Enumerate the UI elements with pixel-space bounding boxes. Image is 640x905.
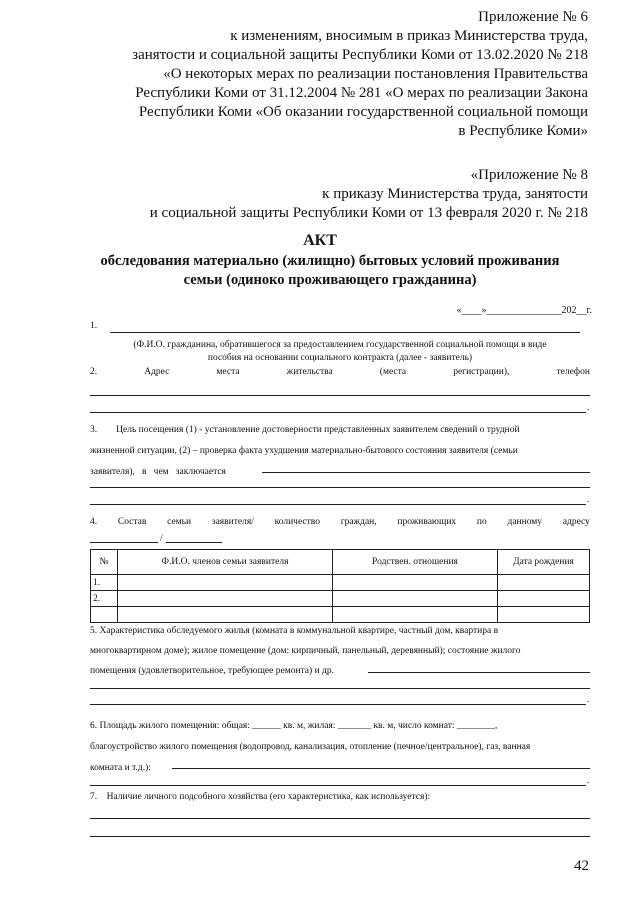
household-field-2[interactable] bbox=[90, 836, 590, 837]
word: телефон bbox=[556, 367, 590, 377]
housing-field-3[interactable] bbox=[90, 704, 586, 705]
col-birthdate: Дата рождения bbox=[498, 550, 590, 575]
word: Состав bbox=[117, 517, 147, 527]
appendix-title: Приложение № 6 bbox=[478, 9, 588, 25]
housing-field-2[interactable] bbox=[90, 688, 590, 689]
appendix-line: Республики Коми «Об оказании государственной социальной помощи bbox=[138, 104, 588, 120]
housing-field[interactable] bbox=[368, 672, 590, 673]
col-fio: Ф.И.О. членов семьи заявителя bbox=[118, 550, 333, 575]
text-line: заявителя), в чем заключается bbox=[90, 467, 226, 477]
section-6-text bbox=[90, 716, 590, 779]
word: жительства bbox=[286, 367, 333, 377]
section-1-number: 1. bbox=[90, 321, 98, 331]
act-title: АКТ bbox=[303, 232, 337, 249]
appendix-line: «О некоторых мерах по реализации постановления Правительства bbox=[163, 66, 588, 82]
word: регистрации), bbox=[453, 367, 510, 377]
fio-caption-line: (Ф.И.О. гражданина, обратившегося за предоставлением государственной социальной помощи в виде bbox=[133, 340, 547, 350]
text-line: 6. Площадь жилого помещения: общая: ______ кв. м, жилая: _______ кв. м, число комнат: ________, bbox=[90, 721, 498, 731]
order-header bbox=[28, 166, 588, 223]
section-4-heading bbox=[90, 516, 590, 529]
table-row[interactable] bbox=[91, 575, 590, 591]
section-7-text: 7. Наличие личного подсобного хозяйства (его характеристика, как используется): bbox=[90, 792, 431, 802]
appendix-line: в Республике Коми» bbox=[458, 123, 588, 139]
amenities-field-2[interactable] bbox=[90, 785, 586, 786]
period-mark: . bbox=[587, 495, 590, 505]
row-number: 2. bbox=[91, 591, 118, 607]
row-number: 1. bbox=[91, 575, 118, 591]
section-2-heading bbox=[90, 366, 590, 379]
col-relation: Родствен. отношения bbox=[333, 550, 498, 575]
text-line: комната и т.д.): bbox=[90, 763, 151, 773]
text-line: благоустройство жилого помещения (водопровод, канализация, отопление (печное/центральное), газ, ванная bbox=[90, 742, 531, 752]
page-number: 42 bbox=[574, 858, 589, 874]
appendix-line: Республики Коми от 31.12.2004 № 281 «О мерах по реализации Закона bbox=[135, 85, 588, 101]
period-mark: . bbox=[587, 695, 590, 705]
text-line: помещения (удовлетворительное, требующее ремонта) и др. bbox=[90, 666, 334, 676]
word: Адрес bbox=[144, 367, 170, 377]
appendix-line: занятости и социальной защиты Республики Коми от 13.02.2020 № 218 bbox=[132, 47, 588, 63]
col-number: № bbox=[91, 550, 118, 575]
word: 2. bbox=[90, 367, 98, 377]
act-subtitle-line: обследования материально (жилищно) бытовых условий проживания bbox=[100, 253, 560, 269]
purpose-field-3[interactable] bbox=[90, 504, 586, 505]
word: граждан, bbox=[340, 517, 377, 527]
table-row[interactable] bbox=[91, 591, 590, 607]
act-subtitle bbox=[60, 252, 600, 290]
word: проживающих bbox=[397, 517, 457, 527]
date-line: «____»_______________202__г. bbox=[456, 305, 592, 316]
appendix-line: к изменениям, вносимым в приказ Министерства труда, bbox=[230, 28, 588, 44]
cell[interactable] bbox=[333, 591, 498, 607]
purpose-field[interactable] bbox=[262, 472, 590, 473]
order-appendix-title: «Приложение № 8 bbox=[470, 167, 588, 183]
order-line: и социальной защиты Республики Коми от 13 февраля 2020 г. № 218 bbox=[149, 205, 588, 221]
household-field[interactable] bbox=[90, 818, 590, 819]
period-mark: . bbox=[587, 403, 590, 413]
act-subtitle-line: семьи (одиноко проживающего гражданина) bbox=[183, 272, 477, 288]
address-field[interactable] bbox=[90, 395, 590, 396]
text-line: многоквартирном доме); жилое помещение (дом: кирпичный, панельный, деревянный); состояние жилого bbox=[90, 646, 521, 656]
fio-caption bbox=[90, 339, 590, 365]
word: 4. bbox=[90, 517, 98, 527]
word: места bbox=[216, 367, 240, 377]
word: количество bbox=[274, 517, 320, 527]
purpose-field-2[interactable] bbox=[90, 487, 590, 488]
word: адресу bbox=[562, 517, 590, 527]
text-line: жизненной ситуации, (2) – проверка факта ухудшения материально-бытового состояния заявителя (семьи bbox=[90, 446, 518, 456]
text-line: 5. Характеристика обследуемого жилья (комната в коммунальной квартире, частный дом, квартира в bbox=[90, 626, 499, 636]
fio-field[interactable] bbox=[110, 332, 580, 333]
order-line: к приказу Министерства труда, занятости bbox=[322, 186, 588, 202]
period-mark: . bbox=[587, 776, 590, 786]
text-line: 3. Цель посещения (1) - установление достоверности представленных заявителем сведений о трудной bbox=[90, 425, 520, 435]
residents-count-field[interactable] bbox=[166, 542, 222, 543]
word: по bbox=[476, 517, 487, 527]
word: заявителя/ bbox=[211, 517, 254, 527]
word: (места bbox=[379, 367, 407, 377]
phone-field[interactable] bbox=[90, 412, 586, 413]
family-table bbox=[90, 549, 590, 623]
cell[interactable] bbox=[118, 575, 333, 591]
table-header-row bbox=[91, 550, 590, 575]
section-3-text bbox=[90, 420, 590, 483]
cell[interactable] bbox=[118, 591, 333, 607]
word: данному bbox=[507, 517, 543, 527]
cell[interactable] bbox=[498, 591, 590, 607]
cell[interactable] bbox=[498, 575, 590, 591]
slash: / bbox=[160, 534, 163, 544]
cell[interactable] bbox=[333, 575, 498, 591]
family-count-field[interactable] bbox=[90, 542, 158, 543]
word: семьи bbox=[167, 517, 192, 527]
appendix-header bbox=[28, 8, 588, 141]
fio-caption-line: пособия на основании социального контракта (далее - заявитель) bbox=[207, 353, 473, 363]
amenities-field[interactable] bbox=[172, 768, 590, 769]
